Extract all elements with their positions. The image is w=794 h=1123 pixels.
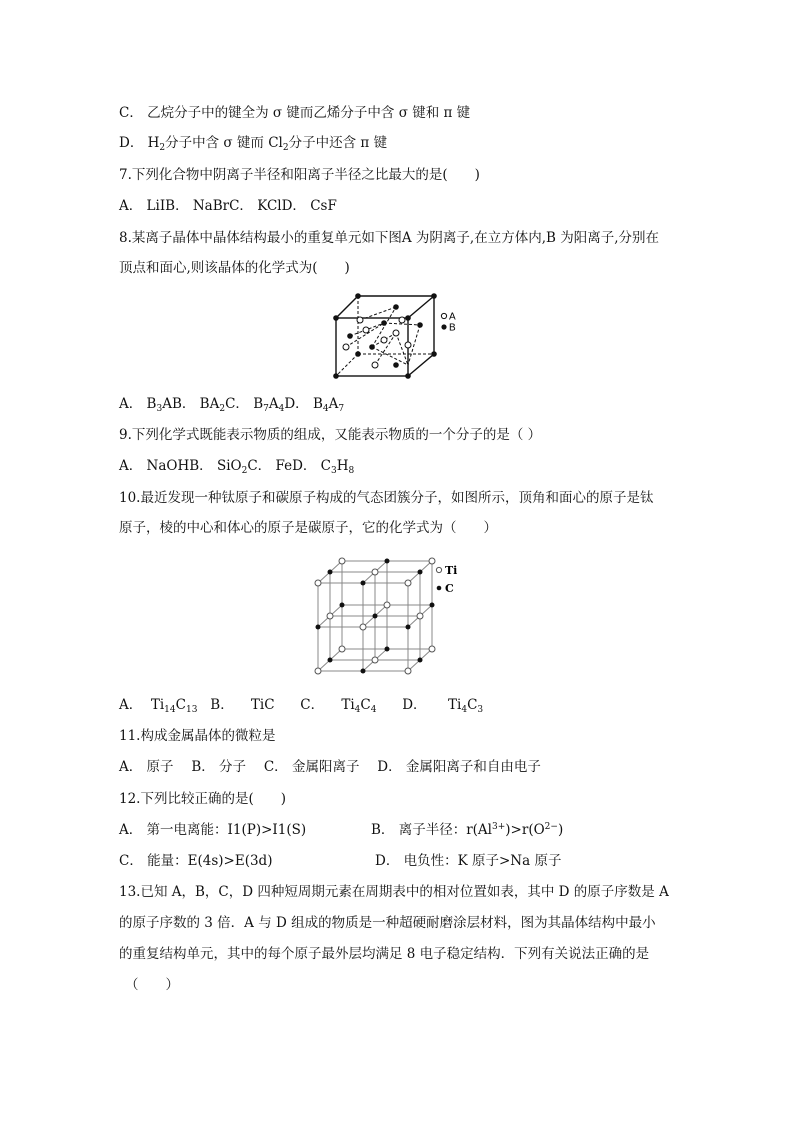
q13-stem-line1: 13.已知 A，B，C，D 四种短周期元素在周期表中的相对位置如表，其中 D 的原子序数是 A bbox=[119, 884, 669, 900]
q13-stem-line4: （ ） bbox=[125, 977, 179, 993]
q11-stem: 11.构成金属晶体的微粒是 bbox=[119, 728, 276, 744]
q6-option-c: C． 乙烷分子中的键全为 σ 键而乙烯分子中含 σ 键和 π 键 bbox=[119, 105, 471, 121]
q12-option-c: C． 能量：E(4s)>E(3d) bbox=[119, 853, 273, 869]
legend-a: A bbox=[449, 311, 456, 323]
q12-option-b: B． 离子半径：$r(Al^{3+})>r(O^{2-})$ bbox=[371, 822, 564, 838]
legend-b: B bbox=[449, 322, 456, 334]
q12-option-a: A． 第一电离能：I1(P)>I1(S) bbox=[119, 822, 307, 838]
q13-stem-line2: 的原子序数的 3 倍．A 与 D 组成的物质是一种超硬耐磨涂层材料，图为其晶体结构中最小 bbox=[119, 915, 656, 931]
q11-options: A． 原子 B． 分子 C． 金属阳离子 D． 金属阳离子和自由电子 bbox=[119, 759, 541, 775]
q10-stem-line1: 10.最近发现一种钛原子和碳原子构成的气态团簇分子，如图所示，顶角和面心的原子是钛 bbox=[119, 490, 654, 506]
legend-c: C bbox=[445, 582, 454, 595]
q6-option-d: D． $H_2$分子中含 σ 键而 $Cl_2$分子中还含 π 键 bbox=[119, 135, 388, 153]
q7-options: A． LiIB． NaBrC． KClD． CsF bbox=[119, 198, 337, 214]
q8-options: A． $B_3AB$． $BA_2C$． $B_7A_4D$． $B_4A_7$ bbox=[119, 396, 345, 414]
legend-ti: Ti bbox=[445, 564, 458, 577]
q8-stem-line1: 8.某离子晶体中晶体结构最小的重复单元如下图A 为阴离子,在立方体内,B 为阳离子,分别在 bbox=[119, 230, 660, 246]
q9-options: A． NaOHB． SiO$_2$C． FeD． $C_3H_8$ bbox=[119, 458, 355, 476]
q10-cluster-diagram bbox=[312, 557, 472, 677]
q13-stem-line3: 的重复结构单元，其中的每个原子最外层均满足 8 电子稳定结构．下列有关说法正确的是 bbox=[119, 946, 650, 962]
q8-crystal-diagram bbox=[330, 290, 470, 385]
q12-stem: 12.下列比较正确的是( ) bbox=[119, 791, 287, 807]
q10-stem-line2: 原子，棱的中心和体心的原子是碳原子，它的化学式为（ ） bbox=[119, 520, 497, 536]
q8-stem-line2: 顶点和面心,则该晶体的化学式为( ) bbox=[119, 260, 350, 276]
q9-stem: 9.下列化学式既能表示物质的组成，又能表示物质的一个分子的是（ ） bbox=[119, 427, 542, 443]
q7-stem: 7.下列化合物中阴离子半径和阳离子半径之比最大的是( ) bbox=[119, 167, 480, 183]
q10-options: A． $Ti_{14}C_{13}$ B． TiC C． $Ti_4C_4$ D． $Ti_4C_3$ bbox=[119, 697, 484, 715]
q12-option-d: D． 电负性：K 原子>Na 原子 bbox=[375, 853, 562, 869]
